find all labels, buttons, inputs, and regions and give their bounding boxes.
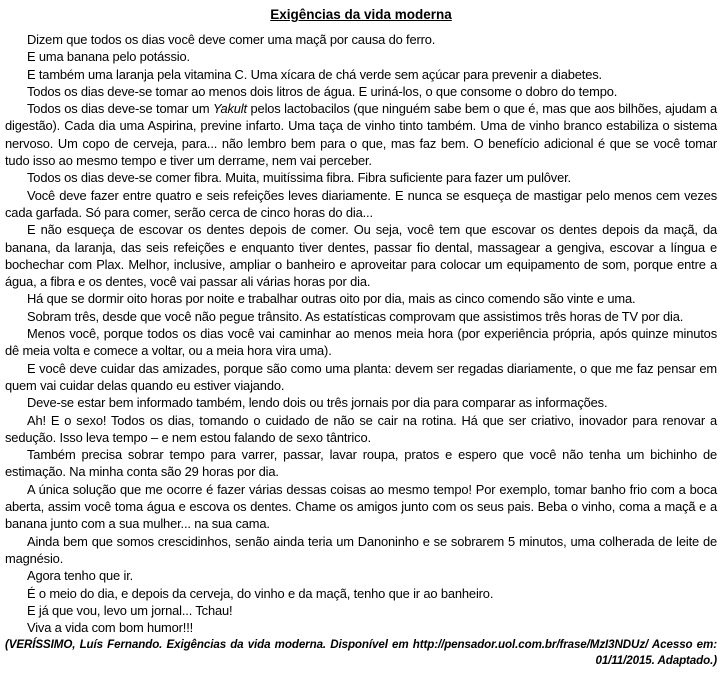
paragraph: Todos os dias deve-se comer fibra. Muita, muitíssima fibra. Fibra suficiente para fazer um pulôver.	[27, 170, 571, 186]
paragraph: Todos os dias deve-se tomar ao menos dois litros de água. E uriná-los, o que consome o dobro do tempo.	[27, 83, 618, 99]
paragraph: E você deve cuidar das amizades, porque são como uma planta: devem ser regadas diariamente, o que me faz pensar em quem vai cuidar delas quando eu estiver viajando.	[5, 360, 717, 393]
paragraph: Dizem que todos os dias você deve comer uma maçã por causa do ferro.	[27, 32, 436, 47]
paragraph: Você deve fazer entre quatro e seis refeições leves diariamente. E nunca se esqueça de mastigar pelo menos cem vezes cada garfada. Só para comer, serão cerca de cinco horas do dia...	[5, 187, 717, 220]
paragraph: Também precisa sobrar tempo para varrer, passar, lavar roupa, pratos e espero que você não tenha um bichinho de estimação. Na minha conta são 29 horas por dia.	[5, 447, 717, 480]
paragraph: Ah! E o sexo! Todos os dias, tomando o cuidado de não se cair na rotina. Há que ser criativo, inovador para renovar a sedução. Isso leva tempo – e nem estou falando de sexo tântrico.	[5, 412, 717, 445]
paragraph: Todos os dias deve-se tomar um Yakult pelos lactobacilos (que ninguém sabe bem o que é, mas que aos bilhões, ajudam a digestão). Cada dia uma Aspirina, previne infarto. Uma taça de vinho tinto também. Uma de vinho branco estabiliza o sistema nervoso. Um copo de cerveja, para... não lembro bem para o que, mas faz bem. O benefício adicional é que se você tomar tudo isso ao mesmo tempo e tiver um derrame, nem vai perceber.	[5, 101, 717, 169]
paragraph: Menos você, porque todos os dias você vai caminhar ao menos meia hora (por experiência própria, após quinze minutos dê meia volta e comece a voltar, ou a meia hora vira uma).	[5, 326, 717, 359]
paragraph: Sobram três, desde que você não pegue trânsito. As estatísticas comprovam que assistimos três horas de TV por dia.	[27, 308, 684, 324]
page-title: Exigências da vida moderna	[270, 7, 452, 22]
article-body	[5, 31, 717, 636]
paragraph: Deve-se estar bem informado também, lendo dois ou três jornais por dia para comparar as informações.	[27, 395, 608, 411]
paragraph: É o meio do dia, e depois da cerveja, do vinho e da maçã, tenho que ir ao banheiro.	[27, 585, 494, 601]
paragraph: E uma banana pelo potássio.	[27, 49, 190, 65]
paragraph: A única solução que me ocorre é fazer várias dessas coisas ao mesmo tempo! Por exemplo, tomar banho frio com a boca aberta, assim você toma água e escova os dentes. Chame os amigos junto com os seus pais. Beba o vinho, coma a maçã e a banana junto com a sua mulher... na sua cama.	[5, 481, 717, 532]
paragraph: E também uma laranja pela vitamina C. Uma xícara de chá verde sem açúcar para prevenir a diabetes.	[27, 66, 602, 82]
paragraph: Ainda bem que somos crescidinhos, senão ainda teria um Danoninho e se sobrarem 5 minutos, uma colherada de leite de magnésio.	[5, 533, 717, 566]
paragraph: Há que se dormir oito horas por noite e trabalhar outras oito por dia, mais as cinco comendo são vinte e uma.	[27, 291, 636, 307]
paragraph: Viva a vida com bom humor!!!	[27, 620, 194, 636]
paragraph: E não esqueça de escovar os dentes depois de comer. Ou seja, você tem que escovar os dentes depois da maçã, da banana, da laranja, das seis refeições e enquanto tiver dentes, passar fio dental, massagear a gengiva, escovar a língua e bochechar com Plax. Melhor, inclusive, ampliar o banheiro e aproveitar para colocar um equipamento de som, porque entre a água, a fibra e os dentes, você vai passar ali várias horas por dia.	[5, 222, 717, 290]
citation: (VERÍSSIMO, Luís Fernando. Exigências da vida moderna. Disponível em http://pensador.uol.com.br/frase/MzI3NDUz/ Acesso em: 01/11/2015. Adaptado.)	[5, 638, 717, 667]
paragraph: E já que vou, levo um jornal... Tchau!	[27, 602, 233, 618]
paragraph: Agora tenho que ir.	[27, 568, 134, 584]
